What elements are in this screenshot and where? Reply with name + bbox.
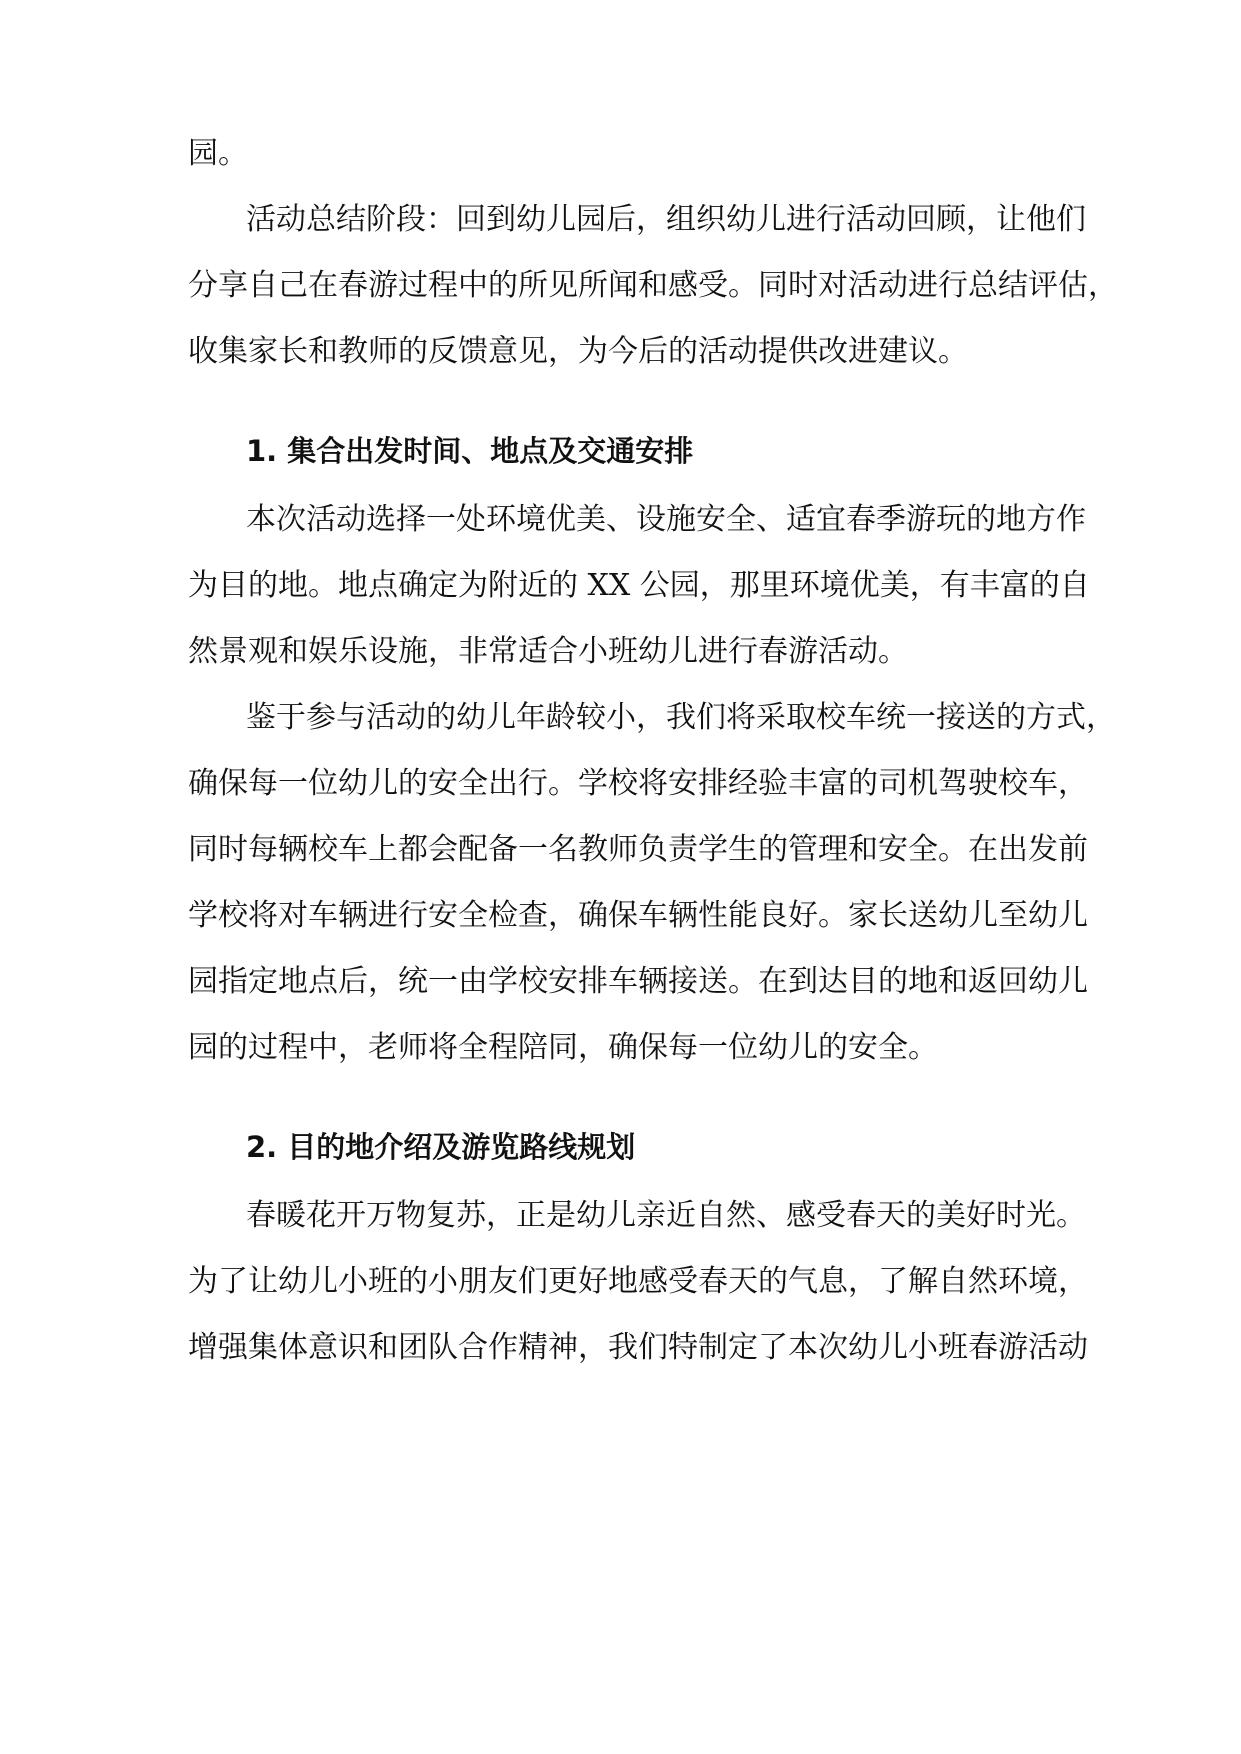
paragraph-first-line: 活动总结阶段：回到幼儿园后，组织幼儿进行活动回顾，让他们 [246, 202, 1086, 237]
paragraph-line: 增强集体意识和团队合作精神，我们特制定了本次幼儿小班春游活动 [188, 1330, 1088, 1365]
paragraph-line: 学校将对车辆进行安全检查，确保车辆性能良好。家长送幼儿至幼儿 [188, 898, 1088, 933]
paragraph-line: 园指定地点后，统一由学校安排车辆接送。在到达目的地和返回幼儿 [188, 964, 1088, 999]
paragraph-first-line: 本次活动选择一处环境优美、设施安全、适宜春季游玩的地方作 [246, 502, 1086, 537]
paragraph-line: 为目的地。地点确定为附近的 XX 公园，那里环境优美，有丰富的自 [188, 568, 1090, 603]
paragraph-first-line: 春暖花开万物复苏，正是幼儿亲近自然、感受春天的美好时光。 [246, 1198, 1086, 1233]
paragraph-line: 确保每一位幼儿的安全出行。学校将安排经验丰富的司机驾驶校车， [188, 766, 1088, 801]
paragraph-first-line: 鉴于参与活动的幼儿年龄较小，我们将采取校车统一接送的方式， [246, 700, 1116, 735]
paragraph-line: 园的过程中，老师将全程陪同，确保每一位幼儿的安全。 [188, 1030, 938, 1065]
paragraph-line: 分享自己在春游过程中的所见所闻和感受。同时对活动进行总结评估， [188, 268, 1118, 303]
paragraph-line: 同时每辆校车上都会配备一名教师负责学生的管理和安全。在出发前 [188, 832, 1088, 867]
section-heading: 1. 集合出发时间、地点及交通安排 [246, 434, 694, 468]
section-heading: 2. 目的地介绍及游览路线规划 [246, 1130, 636, 1164]
paragraph-line: 园。 [188, 136, 248, 171]
paragraph-line: 然景观和娱乐设施，非常适合小班幼儿进行春游活动。 [188, 634, 908, 669]
paragraph-line: 收集家长和教师的反馈意见，为今后的活动提供改进建议。 [188, 334, 968, 369]
paragraph-line: 为了让幼儿小班的小朋友们更好地感受春天的气息，了解自然环境， [188, 1264, 1088, 1299]
